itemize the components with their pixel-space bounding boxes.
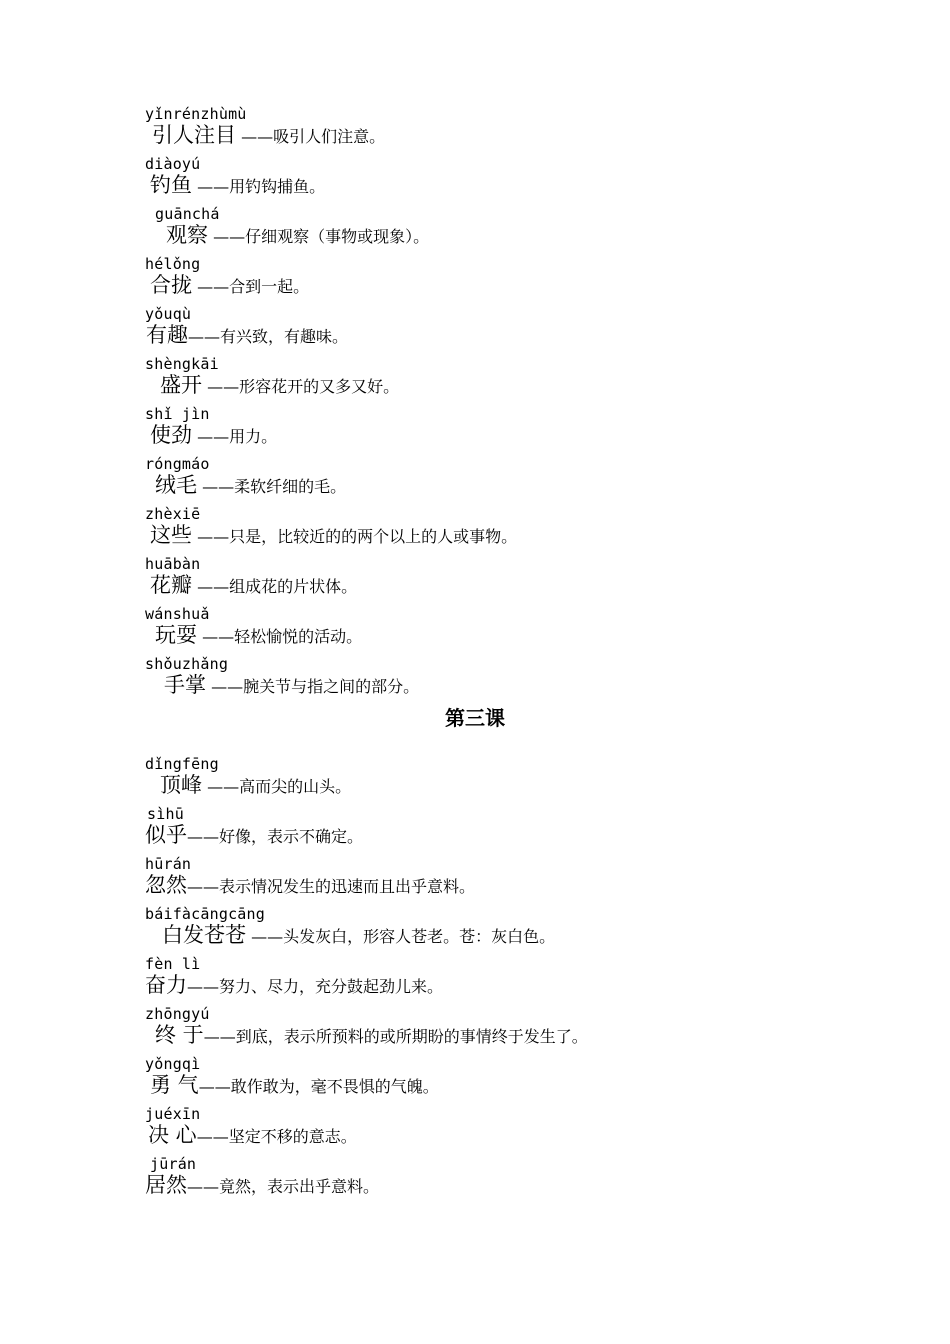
pinyin: jūrán [150,1155,197,1173]
pinyin: hélǒng [145,255,201,273]
vocab-entry [0,1105,900,1155]
vocab-entry [0,755,900,805]
vocab-entry [0,855,900,905]
vocab-definition: ——合到一起。 [192,277,310,296]
vocab-word: 居然 [145,1173,187,1197]
vocab-entry [0,505,900,555]
pinyin: shǐ jìn [145,405,210,423]
pinyin: shèngkāi [145,355,219,373]
vocab-entry [0,405,900,455]
pinyin: wánshuǎ [145,605,210,623]
vocab-word: 似乎 [145,823,187,847]
vocab-definition: ——用钓钩捕鱼。 [192,177,326,196]
vocab-definition: ——竟然，表示出乎意料。 [187,1177,380,1196]
vocab-word: 花瓣 [150,573,192,597]
pinyin: yǐnrénzhùmù [145,105,247,123]
vocab-entry [0,655,900,705]
vocab-word: 决 心 [148,1123,197,1147]
vocab-word: 引人注目 [152,123,236,147]
vocab-word: 白发苍苍 [162,923,246,947]
vocab-definition: ——有兴致，有趣味。 [188,327,349,346]
vocab-definition: ——柔软纤细的毛。 [197,477,347,496]
pinyin: sìhū [147,805,184,823]
vocab-definition: ——头发灰白，形容人苍老。苍：灰白色。 [246,927,556,946]
vocab-word: 有趣 [146,323,188,347]
vocab-word: 手掌 [164,673,206,697]
vocab-entry [0,305,900,355]
vocab-word: 这些 [150,523,192,547]
pinyin: fèn lì [145,955,201,973]
pinyin: yǒuqù [145,305,192,323]
vocab-entry [0,805,900,855]
vocab-definition: ——高而尖的山头。 [202,777,352,796]
vocab-entry [0,1055,900,1105]
vocab-entry [0,105,900,155]
vocab-entry [0,205,900,255]
vocab-word: 绒毛 [155,473,197,497]
vocab-definition: ——表示情况发生的迅速而且出乎意料。 [187,877,476,896]
pinyin: báifàcāngcāng [145,905,265,923]
vocab-word: 盛开 [160,373,202,397]
vocab-entry [0,355,900,405]
vocab-definition: ——仔细观察（事物或现象）。 [208,227,430,246]
vocab-word: 钓鱼 [150,173,192,197]
pinyin: diàoyú [145,155,201,173]
pinyin: guānchá [155,205,220,223]
vocab-definition: ——到底，表示所预料的或所期盼的事情终于发生了。 [203,1027,588,1046]
vocab-definition: ——努力、尽力，充分鼓起劲儿来。 [187,977,444,996]
vocab-word: 合拢 [150,273,192,297]
section-heading: 第三课 [445,706,505,730]
vocab-definition: ——吸引人们注意。 [236,127,386,146]
pinyin: zhōngyú [145,1005,210,1023]
vocab-definition: ——只是，比较近的的两个以上的人或事物。 [192,527,518,546]
vocab-definition: ——好像，表示不确定。 [187,827,364,846]
vocab-entry [0,455,900,505]
pinyin: zhèxiē [145,505,201,523]
vocab-entry [0,555,900,605]
vocab-word: 观察 [166,223,208,247]
vocab-word: 顶峰 [160,773,202,797]
pinyin: huābàn [145,555,201,573]
vocab-entry [0,1155,900,1205]
vocab-definition: ——用力。 [192,427,278,446]
vocab-definition: ——轻松愉悦的活动。 [197,627,363,646]
vocab-entry [0,1005,900,1055]
vocab-definition: ——组成花的片状体。 [192,577,358,596]
vocab-definition: ——敢作敢为，毫不畏惧的气魄。 [198,1077,439,1096]
vocab-word: 终 于 [155,1023,204,1047]
vocab-word: 使劲 [150,423,192,447]
vocab-entry [0,605,900,655]
vocab-definition: ——坚定不移的意志。 [196,1127,357,1146]
vocab-definition: ——形容花开的又多又好。 [202,377,400,396]
vocab-word: 奋力 [145,973,187,997]
pinyin: dǐngfēng [145,755,219,773]
pinyin: hūrán [145,855,192,873]
vocab-word: 勇 气 [150,1073,199,1097]
vocab-word: 忽然 [145,873,187,897]
pinyin: yǒngqì [145,1055,201,1073]
vocab-entry [0,155,900,205]
vocab-entry [0,255,900,305]
pinyin: róngmáo [145,455,210,473]
vocab-definition: ——腕关节与指之间的部分。 [206,677,420,696]
pinyin: shǒuzhǎng [145,655,229,673]
vocab-word: 玩耍 [155,623,197,647]
vocab-entry [0,905,900,955]
vocab-entry [0,955,900,1005]
pinyin: juéxīn [145,1105,201,1123]
